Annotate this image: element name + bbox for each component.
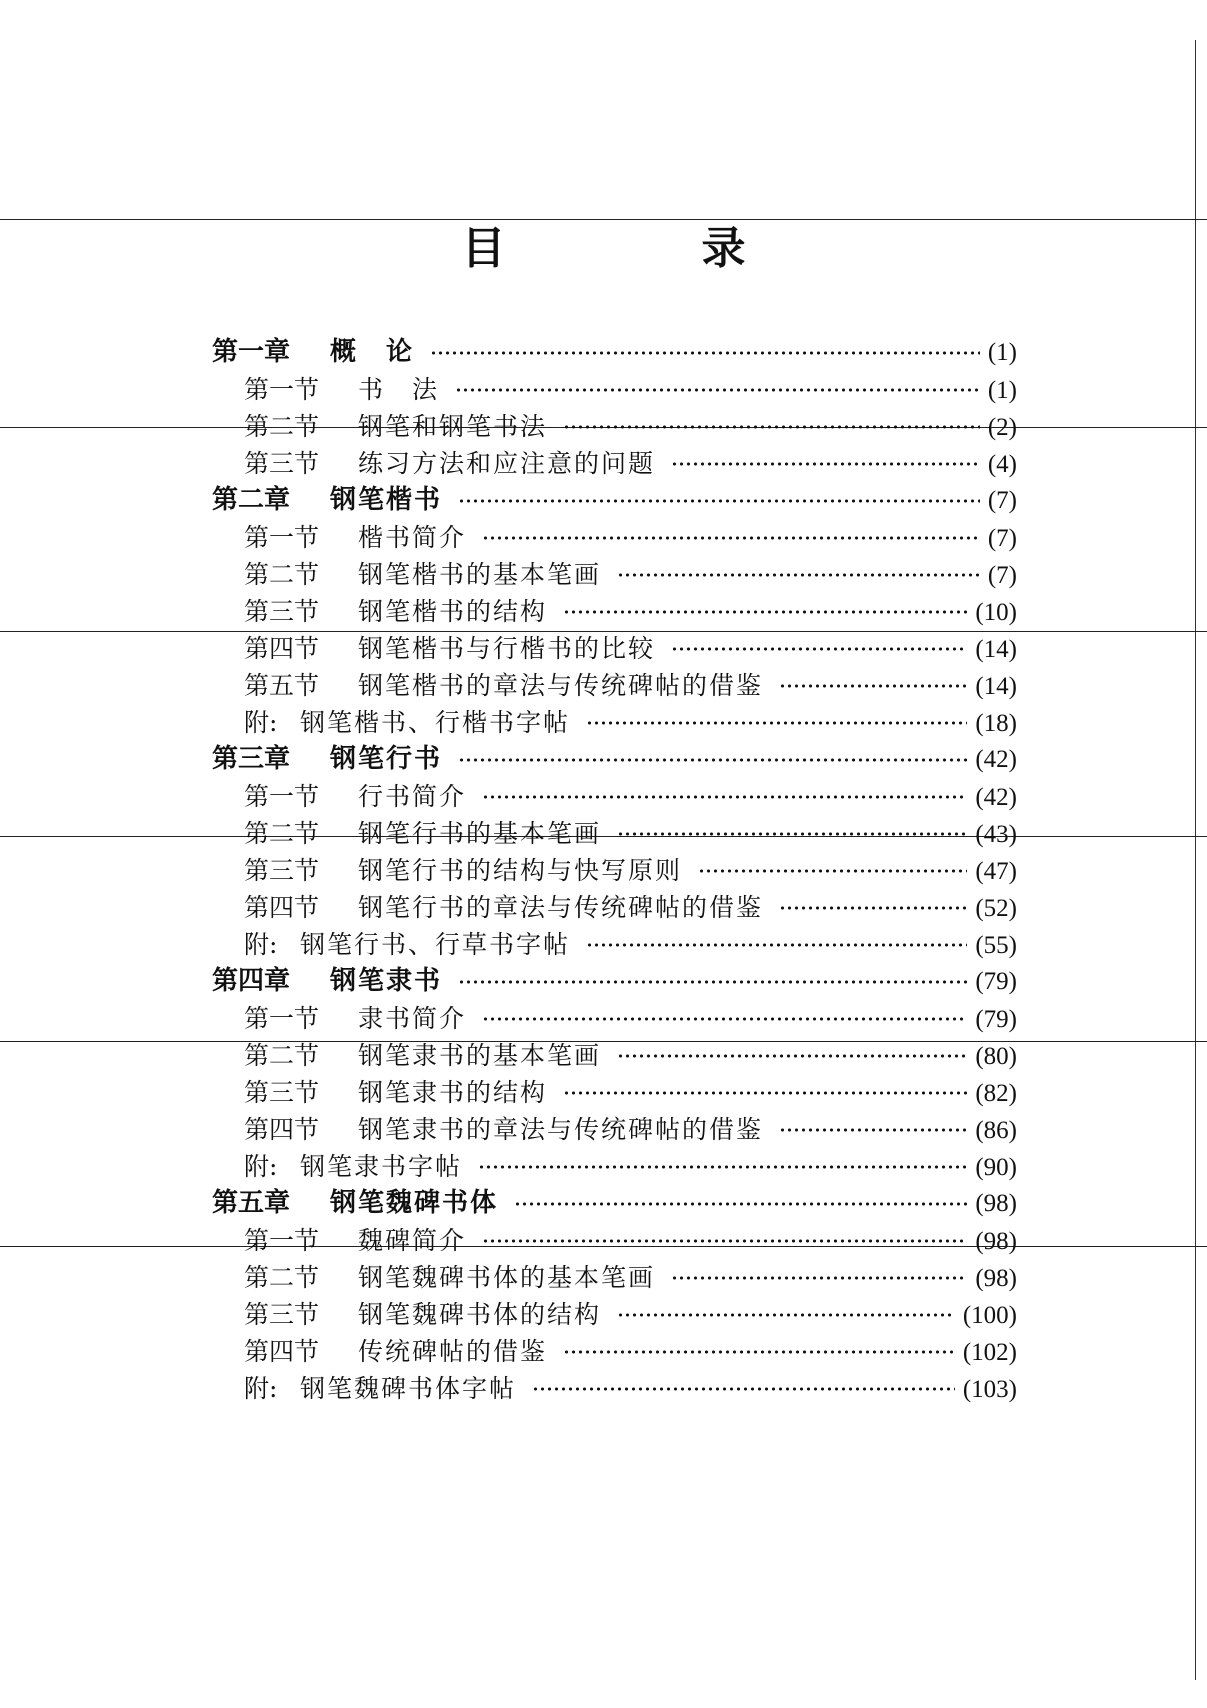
dot-leader [586, 721, 967, 725]
dot-leader [617, 1313, 955, 1317]
toc-chapter-entry[interactable] [212, 334, 1017, 371]
toc-appendix-entry[interactable] [244, 926, 1017, 963]
page-number: (47) [975, 858, 1017, 885]
page-number: (100) [962, 1302, 1017, 1329]
entry-number: 第三节 [244, 597, 320, 626]
dot-leader [586, 943, 967, 947]
dot-leader [563, 425, 980, 429]
entry-number: 第一节 [244, 375, 320, 404]
toc-section-entry[interactable] [244, 1111, 1017, 1148]
entry-number: 第二节 [244, 819, 320, 848]
dot-leader [671, 1276, 967, 1280]
toc-section-entry[interactable] [244, 593, 1017, 630]
entry-title: 钢笔行书 [330, 744, 443, 774]
entry-title: 书 法 [358, 375, 440, 404]
toc-section-entry[interactable] [244, 1222, 1017, 1259]
entry-number: 第一节 [244, 1004, 320, 1033]
page-number: (42) [975, 746, 1017, 773]
toc-section-entry[interactable] [244, 1333, 1017, 1370]
toc-section-entry[interactable] [244, 408, 1017, 445]
page-number: (42) [975, 784, 1017, 811]
entry-number: 第三节 [244, 856, 320, 885]
entry-number: 附: [244, 1152, 278, 1181]
toc-section-entry[interactable] [244, 815, 1017, 852]
entry-title: 钢笔楷书 [330, 485, 443, 515]
entry-title: 钢笔魏碑书体的结构 [358, 1300, 602, 1329]
toc-section-entry[interactable] [244, 630, 1017, 667]
entry-title: 钢笔行书的章法与传统碑帖的借鉴 [358, 893, 764, 922]
entry-number: 第一章 [212, 337, 291, 367]
entry-number: 第二节 [244, 560, 320, 589]
dot-leader [779, 906, 967, 910]
toc-section-entry[interactable] [244, 519, 1017, 556]
entry-number: 第二节 [244, 412, 320, 441]
entry-title: 魏碑简介 [358, 1226, 467, 1255]
entry-number: 第四节 [244, 1337, 320, 1366]
dot-leader [458, 980, 967, 984]
toc-section-entry[interactable] [244, 1037, 1017, 1074]
entry-title: 楷书简介 [358, 523, 467, 552]
entry-title: 钢笔和钢笔书法 [358, 412, 548, 441]
entry-title: 练习方法和应注意的问题 [358, 449, 656, 478]
page-number: (2) [987, 414, 1017, 441]
entry-number: 第四节 [244, 1115, 320, 1144]
entry-number: 附: [244, 1374, 278, 1403]
entry-title: 钢笔楷书的结构 [358, 597, 548, 626]
toc-section-entry[interactable] [244, 889, 1017, 926]
dot-leader [671, 647, 967, 651]
toc-chapter-entry[interactable] [212, 741, 1017, 778]
entry-number: 第二节 [244, 1041, 320, 1070]
entry-number: 第一节 [244, 782, 320, 811]
page-number: (52) [975, 895, 1017, 922]
dot-leader [430, 351, 980, 355]
entry-number: 第三节 [244, 1078, 320, 1107]
entry-number: 第四节 [244, 634, 320, 663]
page-number: (18) [975, 710, 1017, 737]
dot-leader [532, 1387, 955, 1391]
entry-number: 第一节 [244, 1226, 320, 1255]
page-number: (103) [962, 1376, 1017, 1403]
dot-leader [563, 610, 967, 614]
toc-section-entry[interactable] [244, 445, 1017, 482]
dot-leader [478, 1165, 967, 1169]
toc-appendix-entry[interactable] [244, 704, 1017, 741]
dot-leader [514, 1202, 967, 1206]
toc-appendix-entry[interactable] [244, 1370, 1017, 1407]
entry-title: 钢笔魏碑书体的基本笔画 [358, 1263, 656, 1292]
page-number: (102) [962, 1339, 1017, 1366]
entry-number: 第五章 [212, 1188, 291, 1218]
entry-number: 附: [244, 708, 278, 737]
entry-title: 钢笔行书的结构与快写原则 [358, 856, 683, 885]
page-edge-line [1195, 40, 1196, 1680]
dot-leader [458, 758, 967, 762]
page-number: (7) [987, 525, 1017, 552]
page-number: (79) [975, 1006, 1017, 1033]
page-number: (14) [975, 673, 1017, 700]
dot-leader [671, 462, 980, 466]
dot-leader [455, 388, 980, 392]
dot-leader [482, 536, 980, 540]
page-number: (79) [975, 968, 1017, 995]
dot-leader [779, 684, 967, 688]
dot-leader [617, 1054, 967, 1058]
page-title: 目 录 [461, 223, 822, 274]
toc-chapter-entry[interactable] [212, 963, 1017, 1000]
entry-number: 第三章 [212, 744, 291, 774]
entry-title: 钢笔楷书的基本笔画 [358, 560, 602, 589]
page-number: (55) [975, 932, 1017, 959]
entry-title: 传统碑帖的借鉴 [358, 1337, 548, 1366]
entry-number: 第一节 [244, 523, 320, 552]
page-number: (90) [975, 1154, 1017, 1181]
dot-leader [458, 499, 980, 503]
entry-title: 钢笔行书、行草书字帖 [300, 930, 571, 959]
page-number: (86) [975, 1117, 1017, 1144]
entry-title: 钢笔隶书的章法与传统碑帖的借鉴 [358, 1115, 764, 1144]
toc-appendix-entry[interactable] [244, 1148, 1017, 1185]
page-number: (1) [987, 339, 1017, 366]
dot-leader [563, 1350, 955, 1354]
dot-leader [617, 832, 967, 836]
page-number: (4) [987, 451, 1017, 478]
toc-section-entry[interactable] [244, 1259, 1017, 1296]
toc-section-entry[interactable] [244, 1000, 1017, 1037]
dot-leader [482, 795, 967, 799]
entry-title: 钢笔楷书、行楷书字帖 [300, 708, 571, 737]
entry-title: 钢笔楷书与行楷书的比较 [358, 634, 656, 663]
entry-title: 行书简介 [358, 782, 467, 811]
page-number: (1) [987, 377, 1017, 404]
dot-leader [617, 573, 980, 577]
toc-section-entry[interactable] [244, 556, 1017, 593]
toc-section-entry[interactable] [244, 667, 1017, 704]
page-number: (80) [975, 1043, 1017, 1070]
toc-chapter-entry[interactable] [212, 482, 1017, 519]
toc-chapter-entry[interactable] [212, 1185, 1017, 1222]
page-number: (98) [975, 1265, 1017, 1292]
toc-section-entry[interactable] [244, 1296, 1017, 1333]
entry-number: 第四节 [244, 893, 320, 922]
dot-leader [482, 1017, 967, 1021]
entry-number: 第二章 [212, 485, 291, 515]
entry-title: 概 论 [330, 337, 415, 367]
page-number: (7) [987, 487, 1017, 514]
entry-title: 钢笔魏碑书体 [330, 1188, 499, 1218]
entry-title: 隶书简介 [358, 1004, 467, 1033]
entry-number: 第四章 [212, 966, 291, 996]
entry-number: 第二节 [244, 1263, 320, 1292]
page-number: (7) [987, 562, 1017, 589]
entry-title: 钢笔隶书的结构 [358, 1078, 548, 1107]
page-number: (98) [975, 1190, 1017, 1217]
entry-number: 第三节 [244, 449, 320, 478]
entry-title: 钢笔魏碑书体字帖 [300, 1374, 517, 1403]
toc-section-entry[interactable] [244, 371, 1017, 408]
entry-title: 钢笔隶书字帖 [300, 1152, 463, 1181]
entry-title: 钢笔楷书的章法与传统碑帖的借鉴 [358, 671, 764, 700]
page-number: (10) [975, 599, 1017, 626]
entry-title: 钢笔隶书的基本笔画 [358, 1041, 602, 1070]
entry-title: 钢笔行书的基本笔画 [358, 819, 602, 848]
dot-leader [482, 1239, 967, 1243]
entry-title: 钢笔隶书 [330, 966, 443, 996]
entry-number: 第五节 [244, 671, 320, 700]
toc-section-entry[interactable] [244, 1074, 1017, 1111]
page-number: (14) [975, 636, 1017, 663]
dot-leader [698, 869, 967, 873]
dot-leader [779, 1128, 967, 1132]
entry-number: 第三节 [244, 1300, 320, 1329]
page-number: (82) [975, 1080, 1017, 1107]
dot-leader [563, 1091, 967, 1095]
page-number: (98) [975, 1228, 1017, 1255]
entry-number: 附: [244, 930, 278, 959]
page-number: (43) [975, 821, 1017, 848]
toc-section-entry[interactable] [244, 778, 1017, 815]
toc-section-entry[interactable] [244, 852, 1017, 889]
